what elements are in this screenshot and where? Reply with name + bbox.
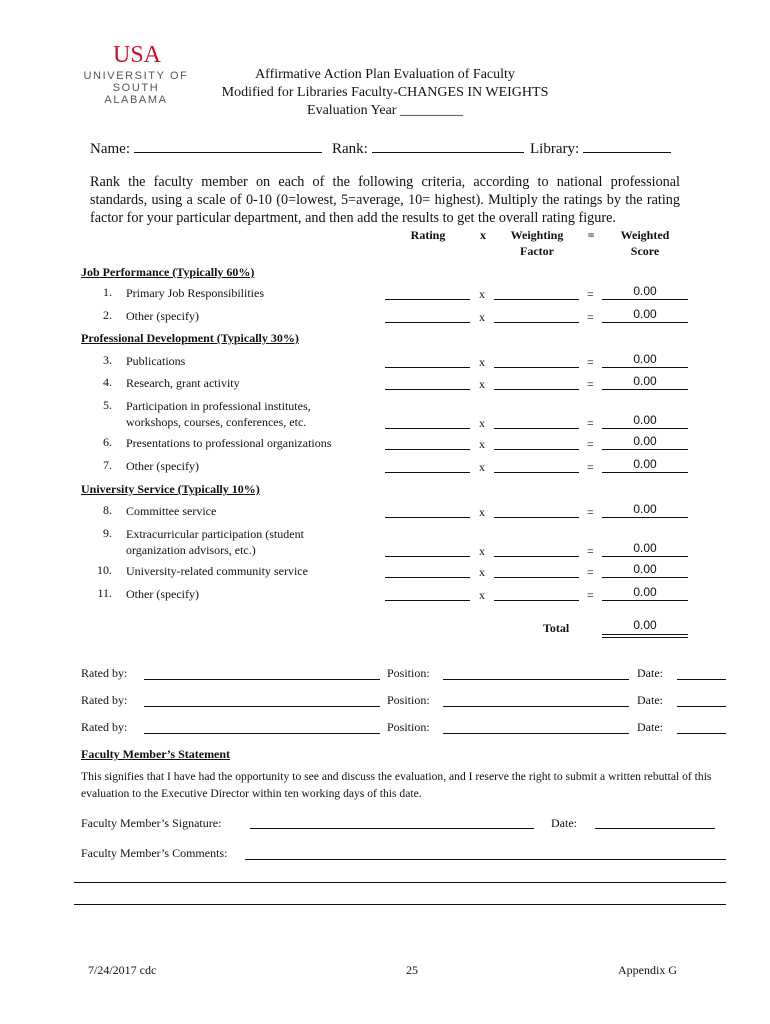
footer-appendix: Appendix G	[618, 963, 677, 977]
equals-sign: =	[587, 505, 594, 519]
rating-input-line[interactable]	[385, 472, 470, 473]
weighted-score: 0.00	[633, 585, 657, 599]
multiply-sign: x	[479, 460, 485, 474]
title-line-2: Modified for Libraries Faculty-CHANGES IN WEIGHTS	[221, 85, 549, 100]
item-label	[126, 398, 356, 430]
weighting-input-line[interactable]	[494, 389, 579, 390]
weighted-score: 0.00	[633, 457, 657, 471]
rated-by-label: Rated by:	[81, 720, 128, 734]
total-score: 0.00	[633, 618, 657, 632]
item-label	[126, 308, 356, 324]
weighted-score-line	[602, 556, 688, 557]
section-job-performance: Job Performance (Typically 60%)	[81, 265, 255, 279]
date-line[interactable]	[677, 679, 726, 680]
equals-sign: =	[587, 437, 594, 451]
rated-by-line[interactable]	[144, 679, 380, 680]
item-label	[126, 586, 356, 602]
equals-sign: =	[587, 544, 594, 558]
comments-line-2[interactable]	[74, 882, 726, 883]
weighting-input-line[interactable]	[494, 428, 579, 429]
weighting-input-line[interactable]	[494, 322, 579, 323]
logo-line-1: UNIVERSITY OF	[83, 70, 189, 82]
multiply-sign: x	[479, 377, 485, 391]
item-number: 8.	[103, 503, 112, 517]
weighting-input-line[interactable]	[494, 299, 579, 300]
footer-date: 7/24/2017 cdc	[88, 963, 157, 977]
weighted-score: 0.00	[633, 541, 657, 555]
title-line-1: Affirmative Action Plan Evaluation of Faculty	[255, 67, 515, 82]
statement-text: This signifies that I have had the opportunity to see and discuss the evaluation, and I reserve the right to submit a written rebuttal of this evaluation to the Executive Director within ten working days of this date.	[81, 770, 712, 800]
multiply-sign: x	[479, 505, 485, 519]
item-label-line1: University-related community service	[126, 564, 308, 578]
col-weighted	[610, 227, 680, 259]
equals-sign: =	[587, 377, 594, 391]
item-label-line2: workshops, courses, conferences, etc.	[126, 415, 307, 429]
total-label: Total	[543, 621, 570, 635]
item-number: 7.	[103, 458, 112, 472]
col-rating: Rating	[410, 228, 446, 242]
comments-line-3[interactable]	[74, 904, 726, 905]
weighted-score-line	[602, 322, 688, 323]
signature-line[interactable]	[250, 828, 534, 829]
instructions-paragraph: Rank the faculty member on each of the following criteria, according to national professional standards, using a scale of 0-10 (0=lowest, 5=average, 10= highest). Multiply the ratings by the rating factor for your particular department, and then add the results to get the overall rating figure.	[90, 174, 680, 226]
equals-sign: =	[587, 310, 594, 324]
position-label: Position:	[387, 666, 430, 680]
total-line-1	[602, 634, 688, 635]
col-weighted-line2: Score	[630, 244, 660, 258]
item-label-line1: Primary Job Responsibilities	[126, 286, 264, 300]
equals-sign: =	[587, 565, 594, 579]
library-line[interactable]	[583, 137, 671, 153]
item-number: 5.	[103, 398, 112, 412]
weighted-score-line	[602, 428, 688, 429]
equals-sign: =	[587, 355, 594, 369]
weighting-input-line[interactable]	[494, 577, 579, 578]
item-label-line1: Extracurricular participation (student	[126, 527, 304, 541]
item-label-line1: Other (specify)	[126, 587, 199, 601]
weighted-score-line	[602, 449, 688, 450]
item-label	[126, 563, 356, 579]
total-line-2	[602, 637, 688, 638]
title-line-3: Evaluation Year _________	[307, 103, 463, 118]
weighted-score-line	[602, 472, 688, 473]
date-label: Date:	[637, 720, 663, 734]
statement-heading: Faculty Member’s Statement	[81, 747, 231, 761]
signature-date-label: Date:	[551, 816, 577, 830]
item-label	[126, 285, 356, 301]
library-label: Library:	[530, 141, 580, 157]
rank-field[interactable]	[332, 137, 524, 158]
rank-line[interactable]	[372, 137, 524, 153]
item-number: 2.	[103, 308, 112, 322]
equals-sign: =	[587, 460, 594, 474]
item-label	[126, 375, 356, 391]
multiply-sign: x	[479, 437, 485, 451]
rating-input-line[interactable]	[385, 322, 470, 323]
rated-by-line[interactable]	[144, 733, 380, 734]
item-number: 11.	[97, 586, 112, 600]
weighted-score: 0.00	[633, 562, 657, 576]
item-label-line2: organization advisors, etc.)	[126, 543, 256, 557]
name-label: Name:	[90, 141, 130, 157]
item-label-line1: Presentations to professional organizations	[126, 436, 332, 450]
rating-input-line[interactable]	[385, 299, 470, 300]
item-label	[126, 526, 356, 558]
col-weighting-line2: Factor	[520, 244, 554, 258]
date-line[interactable]	[677, 706, 726, 707]
item-number: 6.	[103, 435, 112, 449]
item-number: 4.	[103, 375, 112, 389]
weighting-input-line[interactable]	[494, 367, 579, 368]
weighting-input-line[interactable]	[494, 556, 579, 557]
signature-label: Faculty Member’s Signature:	[81, 816, 222, 830]
section-professional-development: Professional Development (Typically 30%)	[81, 331, 299, 345]
item-label	[126, 503, 356, 519]
rating-input-line[interactable]	[385, 600, 470, 601]
rating-input-line[interactable]	[385, 389, 470, 390]
multiply-sign: x	[479, 588, 485, 602]
item-label	[126, 435, 356, 451]
weighting-input-line[interactable]	[494, 472, 579, 473]
item-number: 10.	[97, 563, 112, 577]
position-label: Position:	[387, 720, 430, 734]
equals-sign: =	[587, 416, 594, 430]
weighting-input-line[interactable]	[494, 449, 579, 450]
rated-by-label: Rated by:	[81, 693, 128, 707]
item-number: 3.	[103, 353, 112, 367]
usa-logo-icon	[112, 38, 162, 68]
equals-sign: =	[587, 588, 594, 602]
weighted-score: 0.00	[633, 502, 657, 516]
rating-input-line[interactable]	[385, 517, 470, 518]
weighted-score: 0.00	[633, 284, 657, 298]
weighted-score-line	[602, 389, 688, 390]
weighted-score: 0.00	[633, 413, 657, 427]
item-label-line1: Research, grant activity	[126, 376, 240, 390]
weighting-input-line[interactable]	[494, 600, 579, 601]
section-university-service: University Service (Typically 10%)	[81, 482, 260, 496]
multiply-sign: x	[479, 565, 485, 579]
name-line[interactable]	[134, 137, 322, 153]
rating-input-line[interactable]	[385, 428, 470, 429]
multiply-sign: x	[479, 310, 485, 324]
weighted-score-line	[602, 517, 688, 518]
multiply-sign: x	[479, 355, 485, 369]
equals-sign: =	[587, 287, 594, 301]
position-line[interactable]	[443, 706, 629, 707]
date-line[interactable]	[677, 733, 726, 734]
comments-line-1[interactable]	[245, 859, 726, 860]
weighted-score-line	[602, 299, 688, 300]
item-label-line1: Other (specify)	[126, 459, 199, 473]
col-x: x	[480, 228, 486, 242]
position-line[interactable]	[443, 679, 629, 680]
item-number: 9.	[103, 526, 112, 540]
rating-input-line[interactable]	[385, 577, 470, 578]
weighted-score-line	[602, 600, 688, 601]
library-field[interactable]	[530, 137, 671, 158]
multiply-sign: x	[479, 544, 485, 558]
date-label: Date:	[637, 666, 663, 680]
weighted-score: 0.00	[633, 374, 657, 388]
col-weighting-line1: Weighting	[510, 228, 564, 242]
weighted-score: 0.00	[633, 434, 657, 448]
logo-mark-text: USA	[112, 42, 162, 68]
weighted-score: 0.00	[633, 352, 657, 366]
item-label-line1: Publications	[126, 354, 186, 368]
weighted-score-line	[602, 367, 688, 368]
rated-by-label: Rated by:	[81, 666, 128, 680]
item-label	[126, 458, 356, 474]
col-eq: =	[587, 228, 595, 242]
weighting-input-line[interactable]	[494, 517, 579, 518]
page-number: 25	[406, 963, 418, 977]
date-label: Date:	[637, 693, 663, 707]
rating-input-line[interactable]	[385, 449, 470, 450]
logo-line-2: SOUTH ALABAMA	[104, 82, 168, 106]
weighted-score: 0.00	[633, 307, 657, 321]
multiply-sign: x	[479, 416, 485, 430]
rating-input-line[interactable]	[385, 367, 470, 368]
item-label-line1: Committee service	[126, 504, 217, 518]
col-weighted-line1: Weighted	[620, 228, 670, 242]
signature-date-line[interactable]	[595, 828, 715, 829]
position-label: Position:	[387, 693, 430, 707]
name-field[interactable]	[90, 137, 322, 158]
position-line[interactable]	[443, 733, 629, 734]
weighted-score-line	[602, 577, 688, 578]
item-label-line1: Other (specify)	[126, 309, 199, 323]
item-number: 1.	[103, 285, 112, 299]
item-label	[126, 353, 356, 369]
item-label-line1: Participation in professional institutes,	[126, 399, 311, 413]
rated-by-line[interactable]	[144, 706, 380, 707]
multiply-sign: x	[479, 287, 485, 301]
col-weighting	[502, 227, 572, 259]
rank-label: Rank:	[332, 141, 368, 157]
rating-input-line[interactable]	[385, 556, 470, 557]
comments-label: Faculty Member’s Comments:	[81, 846, 228, 860]
